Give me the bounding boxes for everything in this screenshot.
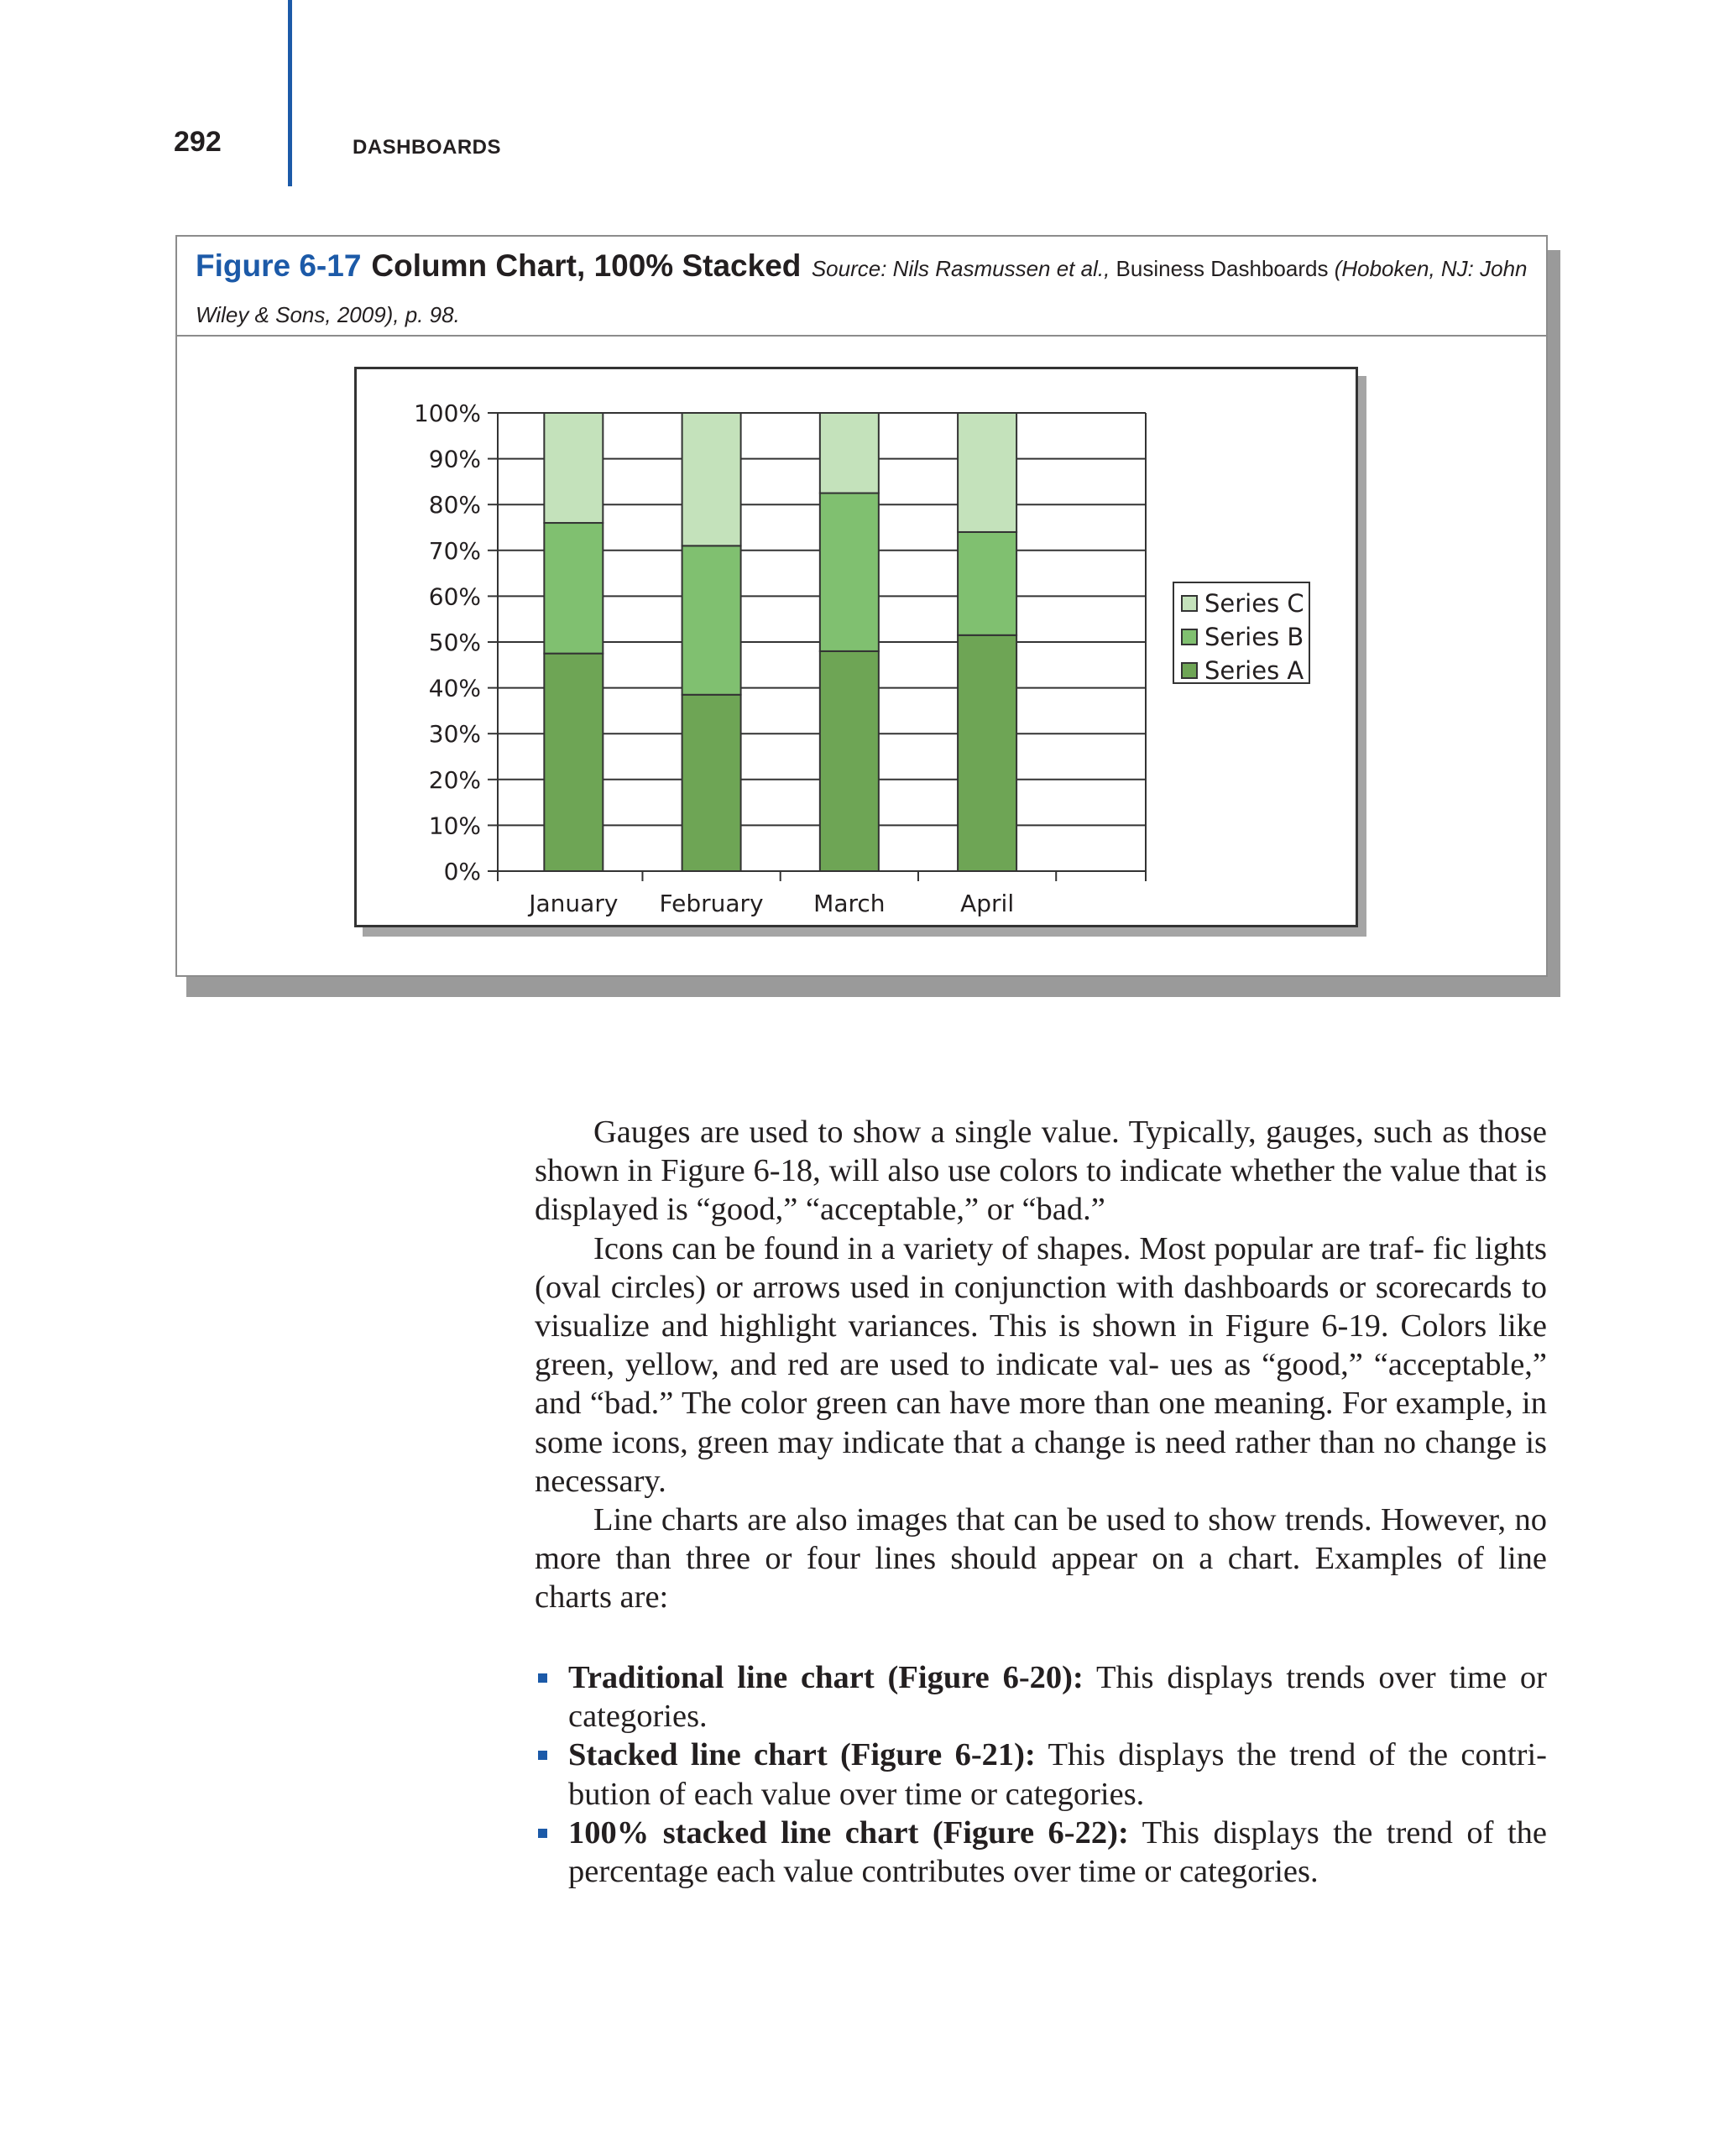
legend-label: Series A — [1204, 656, 1304, 685]
legend-item-series-b — [1174, 620, 1309, 654]
bar-series-c — [544, 413, 603, 523]
bar-series-a — [958, 635, 1016, 871]
bar-series-b — [682, 546, 741, 694]
list-item — [535, 1736, 1547, 1813]
source-suffix: (Hoboken, NJ: John Wiley & Sons, 2009), p. 98. — [196, 256, 1528, 327]
source-book: Business Dashboards — [1116, 256, 1329, 281]
list-item — [535, 1814, 1547, 1891]
bullet-text: This displays trends over time or categories. — [568, 1660, 1547, 1735]
y-tick-label: 70% — [428, 536, 481, 565]
y-tick-label: 20% — [428, 765, 481, 794]
list-item — [535, 1658, 1547, 1736]
figure-caption — [196, 245, 1530, 340]
legend-label: Series B — [1204, 623, 1304, 651]
bar-series-c — [958, 413, 1016, 532]
y-tick-label: 10% — [428, 812, 481, 840]
legend-item-series-a — [1174, 654, 1309, 687]
bar-series-a — [820, 651, 879, 871]
bar-series-a — [682, 695, 741, 871]
caption-divider — [177, 335, 1546, 337]
chart — [354, 367, 1358, 927]
bar-series-b — [958, 532, 1016, 635]
body-text — [535, 1113, 1547, 1617]
figure-label: Figure 6-17 — [196, 248, 362, 283]
legend-item-series-c — [1174, 587, 1309, 620]
running-head: DASHBOARDS — [353, 136, 502, 159]
legend-label: Series C — [1204, 589, 1304, 618]
bar-series-c — [820, 413, 879, 493]
y-tick-label: 90% — [428, 445, 481, 473]
y-tick-label: 60% — [428, 582, 481, 611]
legend-swatch-series-c — [1181, 595, 1198, 612]
y-tick-label: 100% — [413, 399, 481, 427]
y-tick-label: 40% — [428, 674, 481, 702]
legend-swatch-series-b — [1181, 629, 1198, 645]
y-tick-label: 50% — [428, 629, 481, 656]
legend-swatch-series-a — [1181, 662, 1198, 679]
page-number: 292 — [174, 126, 222, 158]
x-tick-label: March — [813, 890, 886, 917]
bullet-square-icon — [538, 1829, 547, 1838]
paragraph: Line charts are also images that can be used to show trends. However, no more than three or four lines should appear on a chart. Examples of line charts are: — [535, 1502, 1547, 1616]
y-tick-label: 30% — [428, 720, 481, 749]
bar-series-a — [544, 654, 603, 871]
x-tick-label: January — [529, 890, 619, 917]
bar-series-c — [682, 413, 741, 546]
paragraph: Icons can be found in a variety of shapes. Most popular are traf- fic lights (oval circles) or arrows used in conjunction with dashboards or scorecards to visualize and highlight variances. This is shown in Figure 6-19. Colors like green, yellow, and red are used to indicate val- ues as “good,” “acceptable,” and “bad.” The color green can have more than one meaning. For example, in some icons, green may indicate that a change is need rather than no change is necessary. — [535, 1230, 1547, 1499]
bullet-square-icon — [538, 1673, 547, 1683]
y-tick-label: 80% — [428, 491, 481, 519]
x-tick-label: April — [960, 890, 1015, 917]
bullet-term: 100% stacked line chart (Figure 6-22): — [568, 1814, 1129, 1851]
bar-series-b — [820, 493, 879, 651]
paragraph: Gauges are used to show a single value. Typically, gauges, such as those shown in Figure 6-18, will also use colors to indicate whether the value that is displayed is “good,” “acceptable,” or “bad.” — [535, 1115, 1547, 1228]
bullet-text: This displays the trend of the contri- bution of each value over time or categories. — [568, 1737, 1547, 1812]
chart-legend — [1173, 582, 1310, 684]
bullet-text: This displays the trend of the percentage each value contributes over time or categories. — [568, 1814, 1547, 1890]
bar-series-b — [544, 523, 603, 654]
bullet-term: Stacked line chart (Figure 6-21): — [568, 1737, 1036, 1773]
header-rule — [288, 0, 292, 186]
figure-title: Column Chart, 100% Stacked — [371, 248, 802, 283]
source-prefix: Source: Nils Rasmussen et al., — [811, 256, 1110, 281]
x-tick-label: February — [659, 890, 764, 917]
bullet-term: Traditional line chart (Figure 6-20): — [568, 1660, 1084, 1695]
bullet-square-icon — [538, 1751, 547, 1760]
bullet-list — [535, 1658, 1547, 1891]
y-tick-label: 0% — [443, 858, 481, 885]
